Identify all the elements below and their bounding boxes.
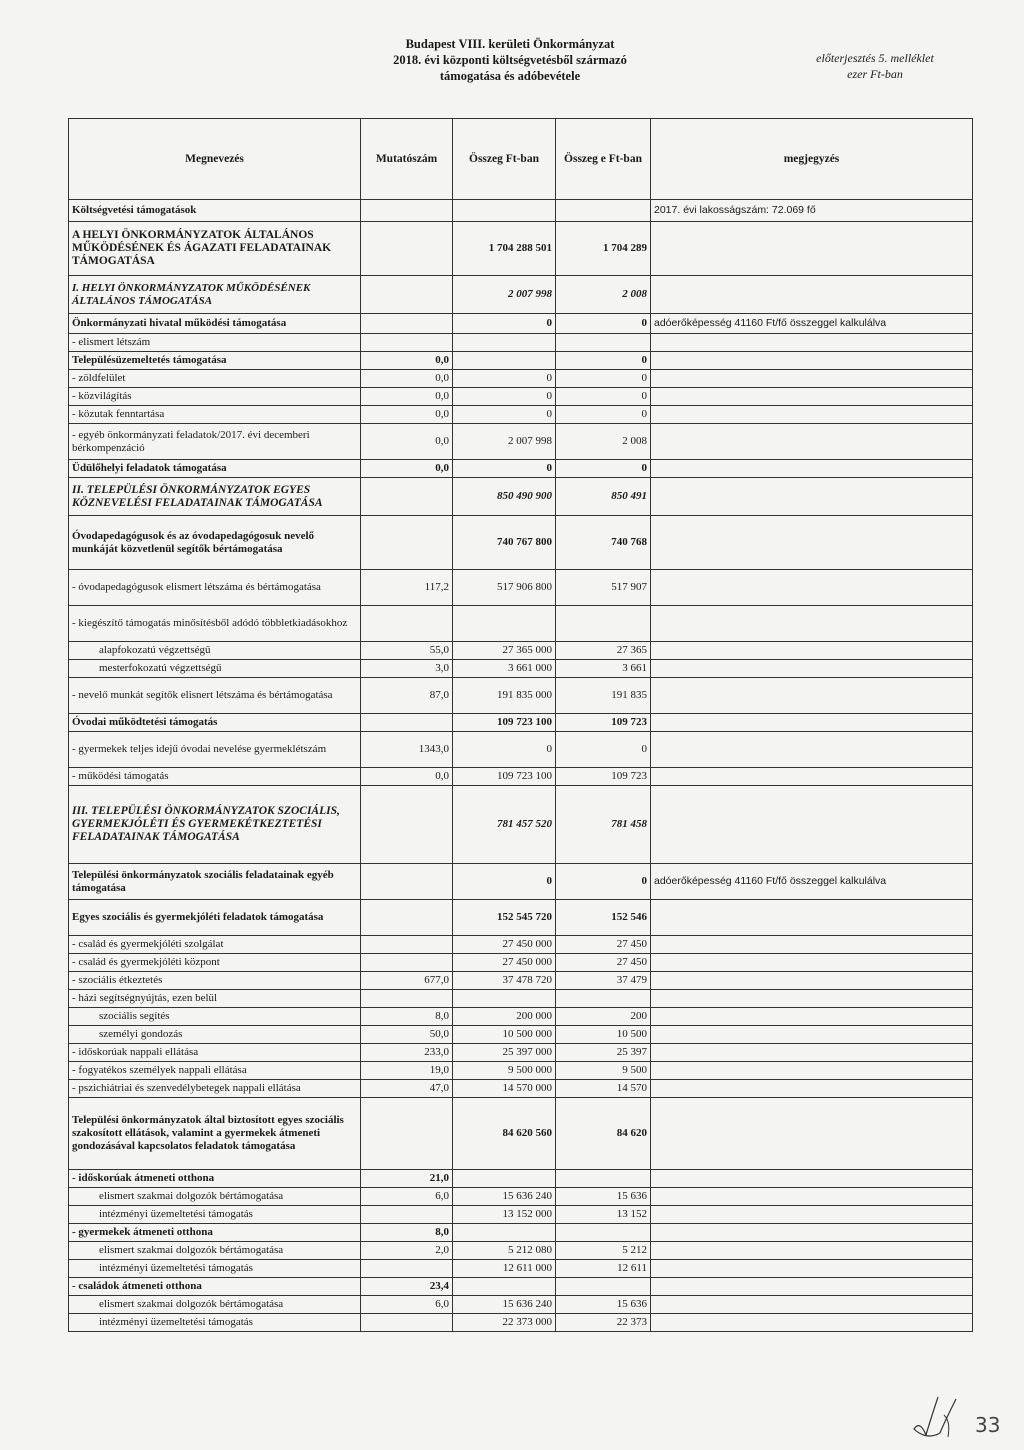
amount-eft-cell: 3 661 [556,660,651,678]
indicator-cell [361,954,453,972]
amount-eft-cell [556,334,651,352]
amount-eft-cell [556,200,651,222]
column-header: Mutatószám [361,119,453,200]
budget-table [68,118,973,1332]
amount-ft-cell: 2 007 998 [453,424,556,460]
amount-ft-cell: 0 [453,370,556,388]
amount-eft-cell: 10 500 [556,1026,651,1044]
row-label: intézményi üzemeltetési támogatás [69,1314,361,1332]
remark-cell [651,406,973,424]
amount-ft-cell: 517 906 800 [453,570,556,606]
indicator-cell: 6,0 [361,1296,453,1314]
indicator-cell: 87,0 [361,678,453,714]
row-label: II. TELEPÜLÉSI ÖNKORMÁNYZATOK EGYES KÖZNEVELÉSI FELADATAINAK TÁMOGATÁSA [69,478,361,516]
amount-ft-cell: 0 [453,460,556,478]
table-row [69,660,973,678]
remark-cell [651,642,973,660]
indicator-cell [361,478,453,516]
amount-ft-cell: 12 611 000 [453,1260,556,1278]
table-row [69,1098,973,1170]
amount-eft-cell: 84 620 [556,1098,651,1170]
table-row [69,334,973,352]
row-label: - szociális étkeztetés [69,972,361,990]
table-row [69,370,973,388]
indicator-cell [361,1098,453,1170]
row-label: - közutak fenntartása [69,406,361,424]
row-label: elismert szakmai dolgozók bértámogatása [69,1296,361,1314]
row-label: - gyermekek teljes idejű óvodai nevelése gyermeklétszám [69,732,361,768]
amount-ft-cell: 14 570 000 [453,1080,556,1098]
remark-cell [651,1314,973,1332]
indicator-cell [361,714,453,732]
amount-eft-cell [556,1170,651,1188]
remark-cell [651,424,973,460]
table-row [69,642,973,660]
remark-cell [651,954,973,972]
row-label: - közvilágítás [69,388,361,406]
remark-cell [651,732,973,768]
indicator-cell: 8,0 [361,1224,453,1242]
remark-cell [651,1170,973,1188]
indicator-cell [361,334,453,352]
amount-eft-cell: 27 450 [556,954,651,972]
amount-ft-cell: 13 152 000 [453,1206,556,1224]
table-row [69,1188,973,1206]
amount-ft-cell: 37 478 720 [453,972,556,990]
remark-cell [651,222,973,276]
indicator-cell: 0,0 [361,768,453,786]
table-body [69,200,973,1332]
column-header: Összeg e Ft-ban [556,119,651,200]
indicator-cell: 0,0 [361,424,453,460]
amount-eft-cell: 27 450 [556,936,651,954]
amount-eft-cell: 0 [556,388,651,406]
amount-ft-cell: 3 661 000 [453,660,556,678]
amount-ft-cell: 27 450 000 [453,954,556,972]
page-number: 33 [975,1413,1001,1437]
amount-ft-cell: 152 545 720 [453,900,556,936]
indicator-cell [361,200,453,222]
amount-ft-cell: 84 620 560 [453,1098,556,1170]
amount-ft-cell: 850 490 900 [453,478,556,516]
amount-ft-cell: 22 373 000 [453,1314,556,1332]
table-row [69,1026,973,1044]
unit-line: ezer Ft-ban [847,67,903,81]
remark-cell [651,1242,973,1260]
row-label: - fogyatékos személyek nappali ellátása [69,1062,361,1080]
table-row [69,678,973,714]
amount-eft-cell: 12 611 [556,1260,651,1278]
amount-ft-cell [453,606,556,642]
table-row [69,1008,973,1026]
amount-eft-cell: 0 [556,352,651,370]
remark-cell [651,936,973,954]
amount-eft-cell: 2 008 [556,424,651,460]
row-label: - családok átmeneti otthona [69,1278,361,1296]
remark-cell [651,352,973,370]
indicator-cell: 233,0 [361,1044,453,1062]
remark-cell [651,606,973,642]
amount-eft-cell: 0 [556,406,651,424]
page-header [0,36,1024,96]
remark-cell [651,1044,973,1062]
remark-cell [651,768,973,786]
column-header: megjegyzés [651,119,973,200]
amount-eft-cell: 200 [556,1008,651,1026]
row-label: - egyéb önkormányzati feladatok/2017. évi decemberi bérkompenzáció [69,424,361,460]
indicator-cell: 3,0 [361,660,453,678]
row-label: Üdülőhelyi feladatok támogatása [69,460,361,478]
indicator-cell: 50,0 [361,1026,453,1044]
indicator-cell [361,222,453,276]
amount-ft-cell: 5 212 080 [453,1242,556,1260]
amount-eft-cell: 13 152 [556,1206,651,1224]
remark-cell: adóerőképesség 41160 Ft/fő összeggel kalkulálva [651,314,973,334]
table-row [69,1062,973,1080]
amount-ft-cell: 10 500 000 [453,1026,556,1044]
remark-cell [651,990,973,1008]
annex-label [800,50,950,82]
row-label: - óvodapedagógusok elismert létszáma és bértámogatása [69,570,361,606]
table-row [69,1260,973,1278]
amount-ft-cell: 0 [453,406,556,424]
row-label: - házi segítségnyújtás, ezen belül [69,990,361,1008]
remark-cell: 2017. évi lakosságszám: 72.069 fő [651,200,973,222]
row-label: intézményi üzemeltetési támogatás [69,1260,361,1278]
remark-cell [651,1188,973,1206]
amount-eft-cell: 27 365 [556,642,651,660]
table-row [69,1044,973,1062]
table-row [69,768,973,786]
amount-eft-cell: 22 373 [556,1314,651,1332]
table-row [69,460,973,478]
table-row [69,936,973,954]
amount-eft-cell: 0 [556,314,651,334]
remark-cell [651,478,973,516]
row-label: - időskorúak nappali ellátása [69,1044,361,1062]
table-row [69,900,973,936]
amount-eft-cell [556,1224,651,1242]
amount-eft-cell: 1 704 289 [556,222,651,276]
table-row [69,314,973,334]
amount-ft-cell: 109 723 100 [453,714,556,732]
amount-ft-cell: 9 500 000 [453,1062,556,1080]
indicator-cell [361,900,453,936]
remark-cell [651,972,973,990]
table-row [69,424,973,460]
amount-ft-cell [453,352,556,370]
column-header: Összeg Ft-ban [453,119,556,200]
row-label: - kiegészítő támogatás minősítésből adódó többletkiadásokhoz [69,606,361,642]
amount-ft-cell: 0 [453,314,556,334]
indicator-cell: 19,0 [361,1062,453,1080]
row-label: elismert szakmai dolgozók bértámogatása [69,1188,361,1206]
remark-cell [651,900,973,936]
remark-cell [651,678,973,714]
remark-cell [651,1062,973,1080]
remark-cell [651,1206,973,1224]
table-row [69,1314,973,1332]
table-row [69,1224,973,1242]
column-header: Megnevezés [69,119,361,200]
title-line: 2018. évi központi költségvetésből származó [393,53,627,67]
amount-ft-cell [453,990,556,1008]
remark-cell [651,1098,973,1170]
row-label: szociális segítés [69,1008,361,1026]
table-row [69,222,973,276]
indicator-cell: 0,0 [361,370,453,388]
remark-cell [651,1260,973,1278]
indicator-cell [361,786,453,864]
annex-line: előterjesztés 5. melléklet [816,51,934,65]
indicator-cell: 117,2 [361,570,453,606]
amount-ft-cell: 2 007 998 [453,276,556,314]
indicator-cell [361,314,453,334]
remark-cell [651,1026,973,1044]
remark-cell [651,660,973,678]
table-row [69,786,973,864]
indicator-cell [361,276,453,314]
row-label: - gyermekek átmeneti otthona [69,1224,361,1242]
amount-eft-cell: 109 723 [556,768,651,786]
row-label: Óvodapedagógusok és az óvodapedagógosuk nevelő munkáját közvetlenül segítők bértámogatása [69,516,361,570]
amount-eft-cell: 9 500 [556,1062,651,1080]
table-row [69,972,973,990]
amount-eft-cell: 0 [556,370,651,388]
table-row [69,714,973,732]
amount-eft-cell: 0 [556,460,651,478]
table-row [69,276,973,314]
row-label: Települési önkormányzatok által biztosított egyes szociális szakosított ellátások, valamint a gyermekek átmeneti gondozásával kapcsolatos feladatok támogatása [69,1098,361,1170]
remark-cell [651,1296,973,1314]
amount-eft-cell: 109 723 [556,714,651,732]
amount-ft-cell: 109 723 100 [453,768,556,786]
title-line: Budapest VIII. kerületi Önkormányzat [405,37,615,51]
amount-ft-cell: 781 457 520 [453,786,556,864]
table-row [69,990,973,1008]
row-label: Települési önkormányzatok szociális feladatainak egyéb támogatása [69,864,361,900]
indicator-cell [361,936,453,954]
row-label: intézményi üzemeltetési támogatás [69,1206,361,1224]
indicator-cell [361,1206,453,1224]
remark-cell [651,786,973,864]
indicator-cell: 23,4 [361,1278,453,1296]
table-row [69,516,973,570]
amount-ft-cell: 15 636 240 [453,1296,556,1314]
table-row [69,478,973,516]
amount-ft-cell: 191 835 000 [453,678,556,714]
indicator-cell: 0,0 [361,460,453,478]
amount-ft-cell [453,1170,556,1188]
remark-cell [651,1224,973,1242]
table-header-row [69,119,973,200]
row-label: - működési támogatás [69,768,361,786]
indicator-cell: 2,0 [361,1242,453,1260]
indicator-cell: 1343,0 [361,732,453,768]
amount-ft-cell: 0 [453,864,556,900]
remark-cell [651,516,973,570]
indicator-cell: 0,0 [361,406,453,424]
indicator-cell [361,516,453,570]
amount-eft-cell: 740 768 [556,516,651,570]
document-title [330,36,690,84]
row-label: - elismert létszám [69,334,361,352]
row-label: - nevelő munkát segítők elisnert létszáma és bértámogatása [69,678,361,714]
indicator-cell: 21,0 [361,1170,453,1188]
row-label: Óvodai működtetési támogatás [69,714,361,732]
row-label: - időskorúak átmeneti otthona [69,1170,361,1188]
amount-ft-cell: 0 [453,732,556,768]
remark-cell [651,714,973,732]
row-label: Egyes szociális és gyermekjóléti feladatok támogatása [69,900,361,936]
row-label: elismert szakmai dolgozók bértámogatása [69,1242,361,1260]
table-row [69,606,973,642]
indicator-cell: 0,0 [361,388,453,406]
amount-ft-cell [453,200,556,222]
amount-eft-cell: 517 907 [556,570,651,606]
row-label: - család és gyermekjóléti szolgálat [69,936,361,954]
row-label: - zöldfelület [69,370,361,388]
remark-cell [651,1008,973,1026]
table-row [69,200,973,222]
row-label: A HELYI ÖNKORMÁNYZATOK ÁLTALÁNOS MŰKÖDÉSÉNEK ÉS ÁGAZATI FELADATAINAK TÁMOGATÁSA [69,222,361,276]
table-row [69,1080,973,1098]
amount-eft-cell [556,606,651,642]
amount-ft-cell: 740 767 800 [453,516,556,570]
table-row [69,388,973,406]
amount-eft-cell: 191 835 [556,678,651,714]
indicator-cell [361,864,453,900]
amount-eft-cell: 0 [556,864,651,900]
remark-cell [651,570,973,606]
amount-ft-cell [453,334,556,352]
amount-ft-cell [453,1224,556,1242]
row-label: III. TELEPÜLÉSI ÖNKORMÁNYZATOK SZOCIÁLIS, GYERMEKJÓLÉTI ÉS GYERMEKÉTKEZTETÉSI FELADATAINAK TÁMOGATÁSA [69,786,361,864]
table-row [69,1278,973,1296]
indicator-cell: 8,0 [361,1008,453,1026]
row-label: - család és gyermekjóléti központ [69,954,361,972]
amount-eft-cell: 25 397 [556,1044,651,1062]
amount-eft-cell: 850 491 [556,478,651,516]
remark-cell [651,388,973,406]
table-row [69,954,973,972]
indicator-cell: 55,0 [361,642,453,660]
amount-eft-cell: 15 636 [556,1188,651,1206]
row-label: Önkormányzati hivatal működési támogatása [69,314,361,334]
indicator-cell [361,990,453,1008]
remark-cell [651,276,973,314]
remark-cell [651,1080,973,1098]
indicator-cell: 677,0 [361,972,453,990]
row-label: - pszichiátriai és szenvedélybetegek nappali ellátása [69,1080,361,1098]
remark-cell: adóerőképesség 41160 Ft/fő összeggel kalkulálva [651,864,973,900]
remark-cell [651,1278,973,1296]
amount-ft-cell: 27 365 000 [453,642,556,660]
table-row [69,732,973,768]
amount-ft-cell: 15 636 240 [453,1188,556,1206]
amount-eft-cell: 37 479 [556,972,651,990]
row-label: mesterfokozatú végzettségű [69,660,361,678]
amount-ft-cell: 25 397 000 [453,1044,556,1062]
table-row [69,1242,973,1260]
amount-eft-cell [556,1278,651,1296]
amount-ft-cell: 0 [453,388,556,406]
table-row [69,352,973,370]
table-row [69,1296,973,1314]
indicator-cell: 6,0 [361,1188,453,1206]
row-label: személyi gondozás [69,1026,361,1044]
indicator-cell: 47,0 [361,1080,453,1098]
table-row [69,864,973,900]
remark-cell [651,370,973,388]
row-label: alapfokozatú végzettségű [69,642,361,660]
remark-cell [651,334,973,352]
remark-cell [651,460,973,478]
amount-eft-cell: 15 636 [556,1296,651,1314]
table-row [69,406,973,424]
amount-ft-cell: 27 450 000 [453,936,556,954]
amount-eft-cell: 14 570 [556,1080,651,1098]
amount-ft-cell [453,1278,556,1296]
table-row [69,570,973,606]
row-label: Településüzemeltetés támogatása [69,352,361,370]
table-row [69,1206,973,1224]
table-row [69,1170,973,1188]
amount-ft-cell: 200 000 [453,1008,556,1026]
row-label: Költségvetési támogatások [69,200,361,222]
amount-eft-cell: 0 [556,732,651,768]
amount-ft-cell: 1 704 288 501 [453,222,556,276]
indicator-cell [361,1314,453,1332]
row-label: I. HELYI ÖNKORMÁNYZATOK MŰKÖDÉSÉNEK ÁLTALÁNOS TÁMOGATÁSA [69,276,361,314]
indicator-cell [361,1260,453,1278]
indicator-cell: 0,0 [361,352,453,370]
indicator-cell [361,606,453,642]
amount-eft-cell: 152 546 [556,900,651,936]
amount-eft-cell: 5 212 [556,1242,651,1260]
amount-eft-cell [556,990,651,1008]
title-line: támogatása és adóbevétele [439,69,581,83]
amount-eft-cell: 2 008 [556,276,651,314]
amount-eft-cell: 781 458 [556,786,651,864]
